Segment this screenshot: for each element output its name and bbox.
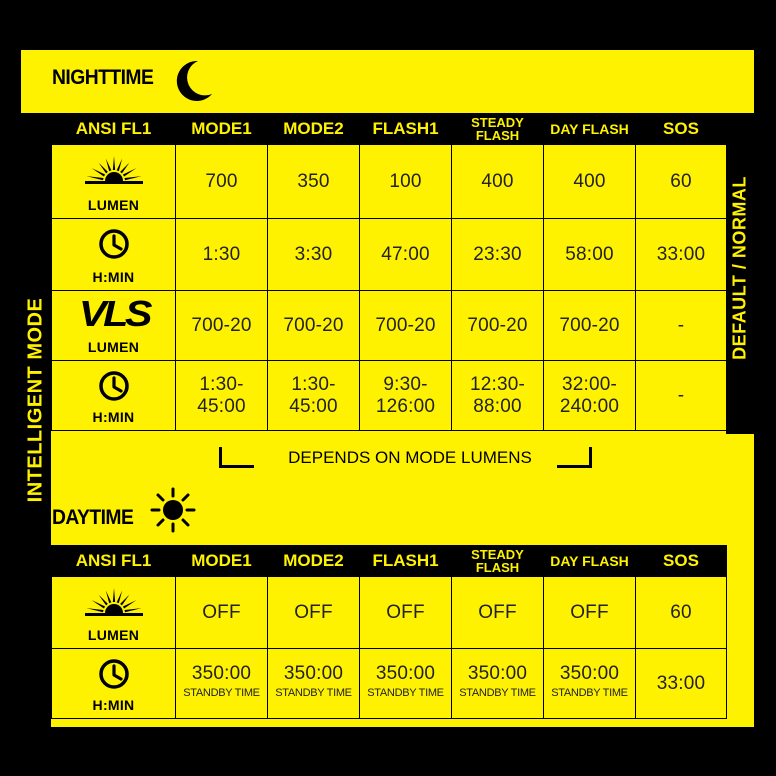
sun-icon — [83, 151, 145, 187]
row-caption: LUMEN — [87, 197, 140, 213]
cell-subtext: STANDBY TIME — [367, 687, 444, 699]
daytime-table — [51, 545, 727, 719]
table-cell: 1:30 — [176, 219, 268, 291]
table-cell: 33:00 — [636, 649, 727, 719]
table-cell — [452, 649, 544, 719]
table-cell: 23:30 — [452, 219, 544, 291]
clock-icon — [98, 370, 130, 402]
table-cell: 400 — [544, 145, 636, 219]
table-cell: 350 — [268, 145, 360, 219]
table-cell — [176, 649, 268, 719]
cell-line-1: 350:00 — [559, 663, 620, 684]
col-header-mode2: MODE2 — [268, 114, 360, 145]
table-cell — [176, 361, 268, 431]
cell-line-1: 12:30- — [469, 373, 526, 395]
cell-line-1: 32:00- — [561, 373, 618, 395]
row-icon-cell — [52, 219, 176, 291]
row-caption: H:MIN — [92, 269, 135, 285]
table-cell — [544, 361, 636, 431]
table-cell — [544, 649, 636, 719]
daytime-header-row — [52, 546, 727, 577]
col-header-day-flash: DAY FLASH — [544, 546, 636, 577]
table-cell — [452, 361, 544, 431]
intelligent-mode-label: INTELLIGENT MODE — [24, 297, 47, 503]
table-row — [52, 145, 727, 219]
nighttime-table — [51, 113, 727, 431]
table-cell: 60 — [636, 577, 727, 649]
row-caption: LUMEN — [87, 627, 140, 643]
row-icon-cell — [52, 649, 176, 719]
cell-line-1: 9:30- — [383, 373, 428, 395]
table-cell — [268, 649, 360, 719]
table-cell: OFF — [360, 577, 452, 649]
col-header-mode1: MODE1 — [176, 114, 268, 145]
table-cell: - — [636, 291, 727, 361]
col-header-flash1: FLASH1 — [360, 114, 452, 145]
table-cell: OFF — [176, 577, 268, 649]
table-row — [52, 291, 727, 361]
cell-line-1: 350:00 — [283, 663, 344, 684]
table-cell — [360, 361, 452, 431]
bracket-left — [219, 447, 254, 468]
daytime-title: DAYTIME — [52, 506, 134, 529]
table-cell: 58:00 — [544, 219, 636, 291]
col-header-steady-flash: STEADY FLASH — [452, 114, 544, 145]
col-header-sos: SOS — [636, 114, 727, 145]
row-icon-cell — [52, 577, 176, 649]
table-row — [52, 649, 727, 719]
col-header-ansi: ANSI FL1 — [52, 114, 176, 145]
table-row — [52, 361, 727, 431]
sun-icon — [148, 486, 198, 534]
table-cell: - — [636, 361, 727, 431]
row-caption: H:MIN — [92, 409, 135, 425]
row-caption: H:MIN — [92, 697, 135, 713]
table-cell: 100 — [360, 145, 452, 219]
table-cell: OFF — [452, 577, 544, 649]
table-cell: 33:00 — [636, 219, 727, 291]
table-cell: 700-20 — [544, 291, 636, 361]
col-header-flash1: FLASH1 — [360, 546, 452, 577]
cell-subtext: STANDBY TIME — [551, 687, 628, 699]
col-header-ansi: ANSI FL1 — [52, 546, 176, 577]
cell-line-2: 126:00 — [375, 395, 436, 417]
table-cell — [268, 361, 360, 431]
table-cell — [360, 649, 452, 719]
table-cell: 700-20 — [176, 291, 268, 361]
cell-subtext: STANDBY TIME — [183, 687, 260, 699]
table-cell: OFF — [268, 577, 360, 649]
col-header-mode2: MODE2 — [268, 546, 360, 577]
cell-line-1: 350:00 — [467, 663, 528, 684]
table-row — [52, 577, 727, 649]
cell-line-2: 240:00 — [559, 395, 620, 417]
col-header-sos: SOS — [636, 546, 727, 577]
table-cell: 47:00 — [360, 219, 452, 291]
sun-icon — [83, 583, 145, 619]
col-header-steady-flash: STEADY FLASH — [452, 546, 544, 577]
bracket-right — [557, 447, 592, 468]
table-cell: OFF — [544, 577, 636, 649]
cell-subtext: STANDBY TIME — [459, 687, 536, 699]
col-header-mode1: MODE1 — [176, 546, 268, 577]
cell-line-1: 350:00 — [375, 663, 436, 684]
cell-line-2: 88:00 — [473, 395, 522, 417]
cell-line-1: 1:30- — [291, 373, 336, 395]
depends-note: DEPENDS ON MODE LUMENS — [288, 448, 532, 467]
cell-line-1: 1:30- — [199, 373, 244, 395]
cell-line-2: 45:00 — [289, 395, 338, 417]
moon-icon — [172, 58, 216, 104]
table-row — [52, 219, 727, 291]
row-caption: LUMEN — [87, 339, 140, 355]
row-icon-cell — [52, 291, 176, 361]
cell-subtext: STANDBY TIME — [275, 687, 352, 699]
cell-line-2: 45:00 — [197, 395, 246, 417]
table-cell: 700 — [176, 145, 268, 219]
cell-line-1: 350:00 — [191, 663, 252, 684]
vls-logo: VLS — [78, 293, 149, 334]
table-cell: 60 — [636, 145, 727, 219]
row-icon-cell — [52, 361, 176, 431]
default-normal-label: DEFAULT / NORMAL — [729, 176, 750, 360]
table-cell: 700-20 — [360, 291, 452, 361]
table-cell: 400 — [452, 145, 544, 219]
col-header-day-flash: DAY FLASH — [544, 114, 636, 145]
table-cell: 700-20 — [268, 291, 360, 361]
nighttime-title: NIGHTTIME — [52, 66, 154, 89]
row-icon-cell — [52, 145, 176, 219]
table-cell: 700-20 — [452, 291, 544, 361]
table-cell: 3:30 — [268, 219, 360, 291]
clock-icon — [98, 228, 130, 260]
clock-icon — [98, 658, 130, 690]
nighttime-header-row — [52, 114, 727, 145]
